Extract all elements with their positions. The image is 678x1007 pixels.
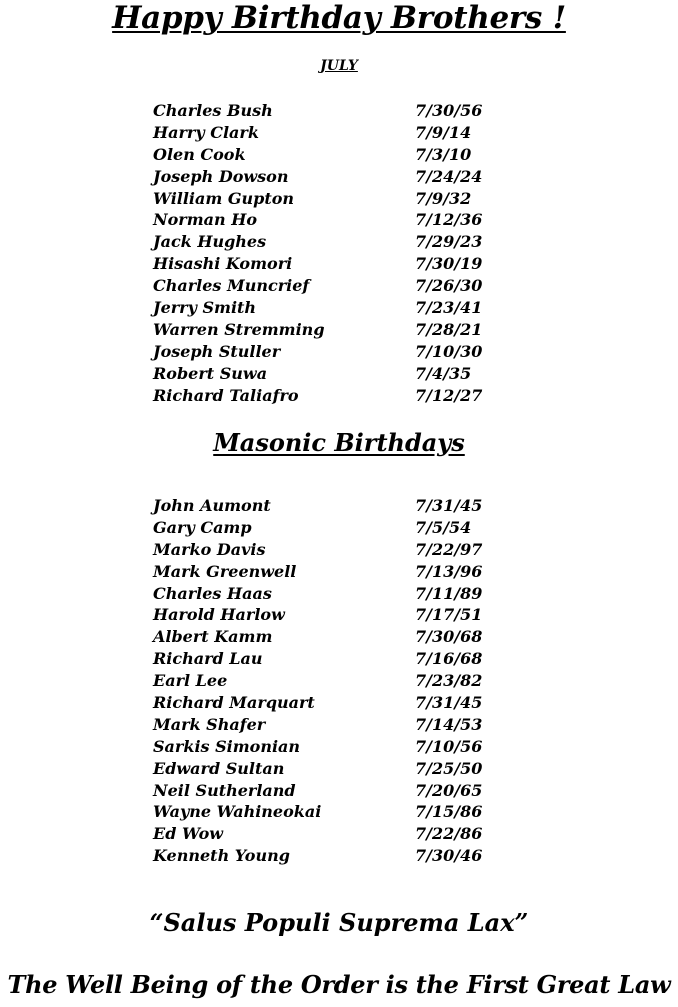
birth-date: 7/23/82	[415, 671, 483, 691]
member-name: Harry Clark	[153, 122, 259, 142]
birth-date: 7/13/96	[415, 561, 483, 581]
member-name: Robert Suwa	[153, 363, 268, 383]
birth-date: 7/30/68	[415, 627, 483, 647]
masonic-birthday-row	[153, 626, 493, 648]
member-name: Earl Lee	[153, 671, 228, 691]
member-name: Mark Greenwell	[153, 561, 297, 581]
birth-date: 7/31/45	[415, 693, 483, 713]
masonic-birthdays-heading: Masonic Birthdays	[213, 428, 465, 457]
masonic-birthday-row	[153, 604, 493, 626]
masonic-birthday-row	[153, 736, 493, 758]
member-name: Marko Davis	[153, 539, 266, 559]
masonic-birthday-row	[153, 845, 493, 867]
birth-date: 7/16/68	[415, 649, 483, 669]
masonic-birthday-row	[153, 648, 493, 670]
masonic-birthday-row	[153, 583, 493, 605]
masonic-birthday-row	[153, 801, 493, 823]
member-name: Charles Bush	[153, 101, 273, 120]
member-name: Richard Taliafro	[153, 385, 299, 405]
birth-date: 7/10/56	[415, 736, 483, 756]
masonic-birthday-row	[153, 758, 493, 780]
birth-date: 7/24/24	[415, 166, 483, 186]
member-name: Joseph Dowson	[153, 166, 289, 186]
member-name: Hisashi Komori	[153, 254, 293, 274]
member-name: Albert Kamm	[153, 627, 273, 647]
masonic-birthday-row	[153, 539, 493, 561]
member-name: Jack Hughes	[153, 232, 267, 252]
birth-date: 7/9/14	[415, 122, 472, 142]
member-name: Richard Lau	[153, 649, 263, 669]
footer-law: The Well Being of the Order is the First Great Law	[7, 970, 671, 999]
birth-date: 7/3/10	[415, 144, 472, 164]
birth-date: 7/5/54	[415, 517, 472, 537]
member-name: Sarkis Simonian	[153, 736, 301, 756]
masonic-birthday-list	[153, 495, 493, 867]
birthday-row	[153, 100, 493, 122]
member-name: Richard Marquart	[153, 693, 315, 713]
member-name: Jerry Smith	[153, 298, 257, 318]
masonic-birthday-row	[153, 692, 493, 714]
member-name: Charles Haas	[153, 583, 272, 603]
birth-date: 7/28/21	[415, 319, 483, 339]
masonic-birthday-row	[153, 495, 493, 517]
birth-date: 7/30/46	[415, 846, 483, 866]
birthday-row	[153, 166, 493, 188]
birth-date: 7/20/65	[415, 780, 483, 800]
latin-motto: “Salus Populi Suprema Lax”	[149, 908, 529, 937]
member-name: Wayne Wahineokai	[153, 802, 322, 822]
birthday-row	[153, 319, 493, 341]
birth-date: 7/25/50	[415, 758, 483, 778]
birth-date: 7/23/41	[415, 298, 483, 318]
birth-date: 7/12/36	[415, 210, 483, 230]
masonic-birthday-row	[153, 670, 493, 692]
member-name: Charles Muncrief	[153, 276, 310, 296]
member-name: Warren Stremming	[153, 319, 325, 339]
birthday-row	[153, 188, 493, 210]
birth-date: 7/30/19	[415, 254, 483, 274]
birth-date: 7/15/86	[415, 802, 483, 822]
birth-date: 7/17/51	[415, 605, 483, 625]
birthday-list	[153, 100, 493, 406]
masonic-birthday-row	[153, 780, 493, 802]
member-name: John Aumont	[153, 496, 271, 515]
member-name: Gary Camp	[153, 517, 252, 537]
birth-date: 7/11/89	[415, 583, 483, 603]
birthday-row	[153, 275, 493, 297]
birth-date: 7/22/97	[415, 539, 483, 559]
month-heading: JULY	[320, 58, 358, 74]
birthday-row	[153, 231, 493, 253]
member-name: Kenneth Young	[153, 846, 290, 866]
masonic-birthday-row	[153, 714, 493, 736]
member-name: Joseph Stuller	[153, 341, 281, 361]
birth-date: 7/26/30	[415, 276, 483, 296]
birth-date: 7/29/23	[415, 232, 483, 252]
masonic-birthday-row	[153, 561, 493, 583]
member-name: Neil Sutherland	[153, 780, 296, 800]
birthday-row	[153, 253, 493, 275]
member-name: William Gupton	[153, 188, 295, 208]
birth-date: 7/9/32	[415, 188, 472, 208]
page-title: Happy Birthday Brothers !	[112, 0, 566, 36]
birth-date: 7/10/30	[415, 341, 483, 361]
birthday-row	[153, 297, 493, 319]
birth-date: 7/4/35	[415, 363, 472, 383]
birthday-row	[153, 363, 493, 385]
birth-date: 7/30/56	[415, 101, 483, 120]
member-name: Norman Ho	[153, 210, 258, 230]
masonic-birthday-row	[153, 517, 493, 539]
birthday-row	[153, 209, 493, 231]
member-name: Olen Cook	[153, 144, 246, 164]
member-name: Edward Sultan	[153, 758, 285, 778]
birthday-row	[153, 385, 493, 407]
birthday-row	[153, 122, 493, 144]
birth-date: 7/14/53	[415, 714, 483, 734]
masonic-birthday-row	[153, 823, 493, 845]
member-name: Mark Shafer	[153, 714, 266, 734]
birthday-row	[153, 144, 493, 166]
member-name: Harold Harlow	[153, 605, 285, 625]
member-name: Ed Wow	[153, 824, 224, 844]
birth-date: 7/12/27	[415, 385, 483, 405]
birthday-row	[153, 341, 493, 363]
birth-date: 7/22/86	[415, 824, 483, 844]
birth-date: 7/31/45	[415, 496, 483, 515]
